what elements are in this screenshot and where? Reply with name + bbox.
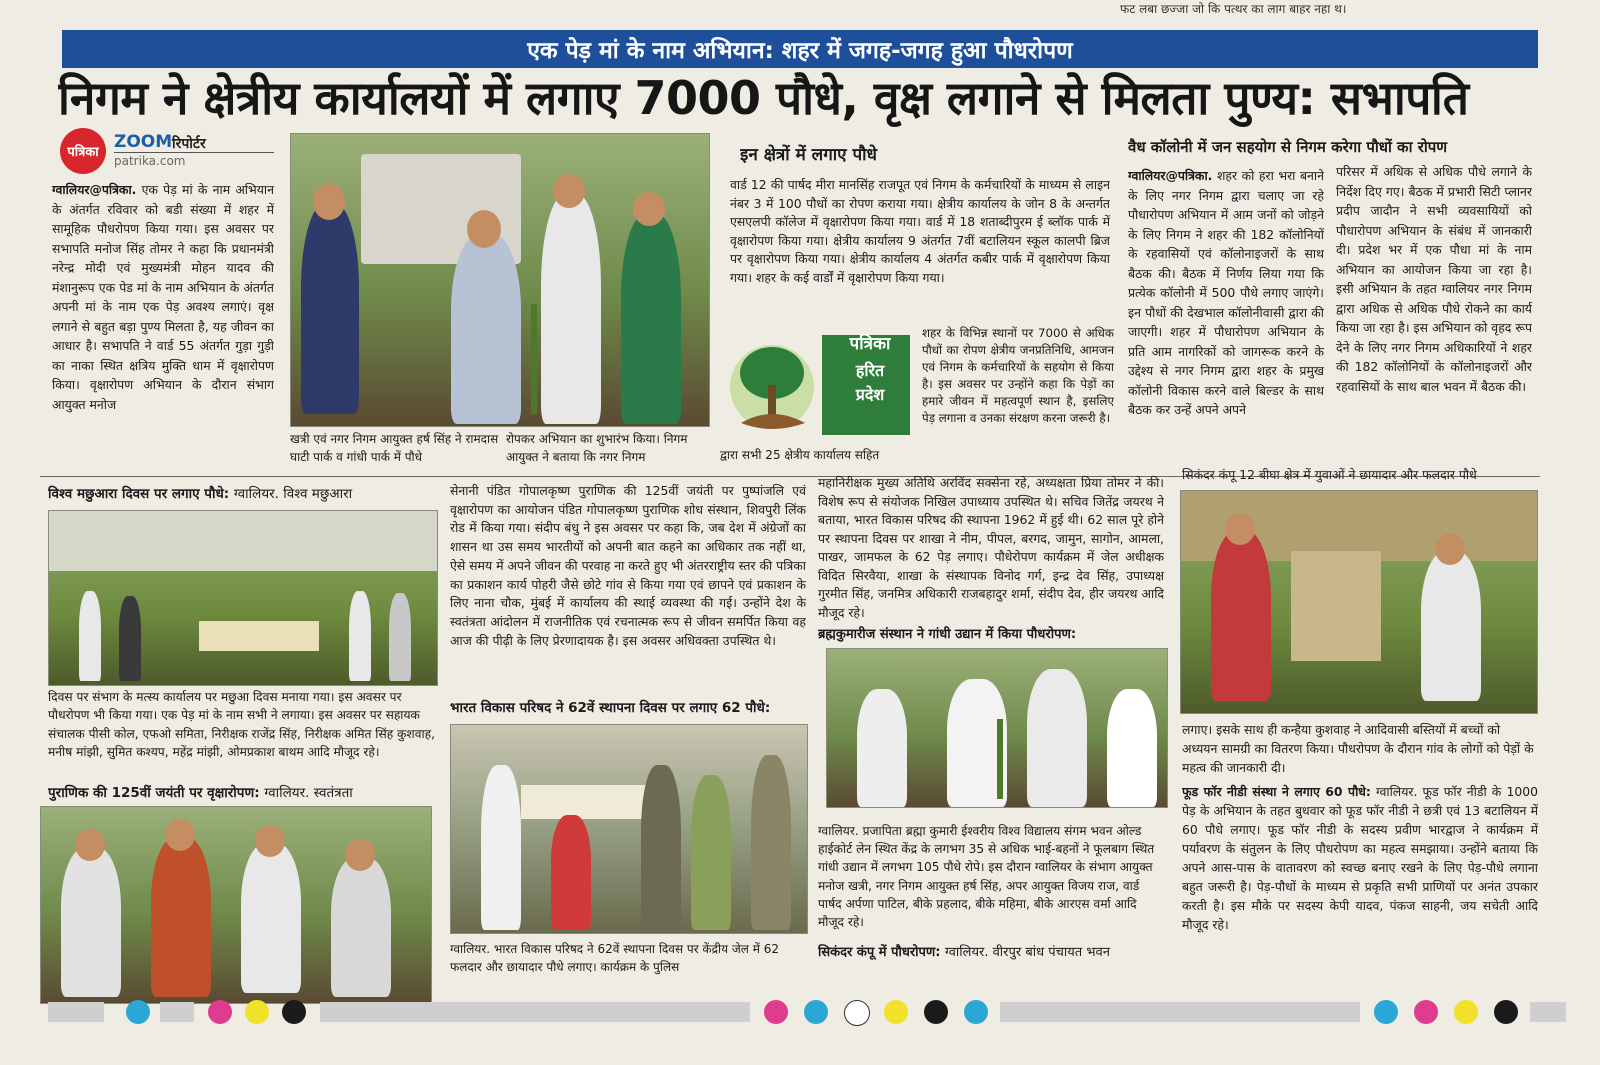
colony-dateline: ग्वालियर@पत्रिका. (1128, 168, 1213, 183)
fish-photo (48, 510, 438, 686)
site-label: patrika.com (114, 154, 186, 168)
logo-line1: पत्रिका (849, 334, 891, 354)
sikandar-top-text: सिकंदर कंपू 12 बीघा क्षेत्र में युवाओं ने छायादार और फलदार पौधे (1182, 467, 1477, 482)
reporter-label: रिपोर्टर (172, 136, 206, 152)
sikandar-caption: लगाए। इसके साथ ही कन्हैया कुशवाह ने आदिवासी बस्तियों में बच्चों को अध्ययन सामग्री का वितरण किया। पौधरोपण के दौरान गांव के लोगों को पेड़ों के महत्व की जानकारी दी। (1182, 722, 1534, 775)
print-registration-marks (40, 1000, 1570, 1030)
sikandar-heading-line (818, 942, 1178, 960)
brahma-photo (826, 648, 1168, 808)
areas-heading: इन क्षेत्रों में लगाए पौधे (740, 145, 878, 165)
lead-dateline: ग्वालियर@पत्रिका. (52, 182, 137, 197)
headline: निगम ने क्षेत्रीय कार्यालयों में लगाए 7000 पौधे, वृक्ष लगाने से मिलता पुण्य: सभापति (58, 71, 1469, 125)
bvp-heading: भारत विकास परिषद ने 62वें स्थापना दिवस पर लगाए 62 पौधे: (450, 700, 771, 716)
colony-text-b: परिसर में अधिक से अधिक पौधे लगाने के निर्देश दिए गए। बैठक में प्रभारी सिटी प्लानर प्रदीप जादौन ने सभी व्यवसायियों को पौधारोपण अभियान के संबंध में जानकारी दी। प्रदेश भर में एक पौधा मां के नाम अभियान का आयोजन किया जा रहा है। इसी अभियान के तहत ग्वालियर नगर निगम द्वारा अधिक से अधिक पौधे रोकने का कार्य किया जा रहा है। इस अभियान को वृहद रूप देने के लिए नगर निगम अधिकारियों ने शहर की 182 कॉलोनियों के कॉलोनाइजरों और रहवासियों के साथ बाल भवन में बैठक की। (1336, 164, 1532, 394)
zoom-label: ZOOM (114, 132, 173, 152)
sikandar-heading-rest: ग्वालियर. वीरपुर बांध पंचायत भवन (945, 945, 1110, 960)
sikandar-photo (1180, 490, 1538, 714)
brand-rule (114, 152, 274, 153)
banner-text: एक पेड़ मां के नाम अभियान: शहर में जगह-जगह हुआ पौधरोपण (527, 38, 1073, 64)
lead-text: एक पेड़ मां के नाम अभियान के अंतर्गत रविवार को बडी संख्या में शहर में सामूहिक पौधरोपण किया गया। इस अवसर पर सभापति मनोज सिंह तोमर ने कहा कि प्रधानमंत्री नरेन्द्र मोदी एवं मुख्यमंत्री मोहन यादव की मंशानुरूप एक पेड मां के नाम अभियान के अंतर्गत अपनी मां के नाम एक पेड़ अवश्य लगाएं। वृक्ष लगाने से बहुत बड़ा पुण्य मिलता है, यह जीवन का आधार है। सभापति ने वार्ड 55 अंतर्गत गुड़ा गुड़ी का नाका स्थित क्षत्रिय मुक्ति धाम में वृक्षारोपण किया। वृक्षारोपण अभियान के दौरान संभाग आयुक्त मनोज (52, 182, 274, 412)
mid-article-text: शहर के विभिन्न स्थानों पर 7000 से अधिक पौधों का रोपण क्षेत्रीय जनप्रतिनिधि, आमजन एवं निगम के कर्मचारियों के सहयोग से किया है। इस अवसर पर उन्होंने कहा कि पेड़ों का हमारे जीवन में महत्वपूर्ण स्थान है, इसलिए पेड़ लगाना व उनका संरक्षण करना जरूरी है। (922, 326, 1114, 425)
crosshair-icon (844, 1000, 870, 1026)
colony-text-a (1128, 166, 1324, 462)
top-strip-text: फट लबा छज्जा जो कि पत्थर का लाग बाहर नहा थ। (1120, 2, 1347, 14)
areas-text: वार्ड 12 की पार्षद मीरा मानसिंह राजपूत एवं निगम के कर्मचारियों के माध्यम से लाइन नंबर 3 में 100 पौधों का रोपण कराया गया। क्षेत्रीय कार्यालय के जोन 8 के अन्तर्गत एसएलपी कॉलेज में वृक्षारोपण किया गया। वार्ड में 18 शताब्दीपुरम ई ब्लॉक पार्क में वृक्षारोपण किया गया। क्षेत्रीय कार्यालय 9 अंतर्गत 7वीं बटालियन स्कूल कालपी ब्रिज पर वृक्षारोपण किया गया। क्षेत्रीय कार्यालय 4 अंतर्गत कबीर पार्क में वृक्षारोपण किया गया। शहर के कई वार्डों में वृक्षारोपण किया गया। (730, 177, 1110, 285)
fish-heading: विश्व मछुआरा दिवस पर लगाए पौधे: (48, 486, 230, 502)
fish-heading-rest: ग्वालियर. विश्व मछुआरा (233, 486, 353, 502)
lead-photo-caption-b: रोपकर अभियान का शुभारंभ किया। निगम आयुक्त ने बताया कि नगर निगम (506, 432, 688, 464)
colony-heading: वैध कॉलोनी में जन सहयोग से निगम करेगा पौधों का रोपण (1128, 138, 1448, 156)
lead-article (52, 180, 274, 472)
purani-heading-line (48, 783, 440, 801)
purani-heading-rest: ग्वालियर. स्वतंत्रता (264, 785, 353, 801)
lead-photo (290, 133, 710, 427)
harit-pradesh-logo (727, 325, 917, 450)
sikandar-heading: सिकंदर कंपू में पौधरोपण: (818, 945, 941, 960)
patrika-logo: पत्रिका (60, 128, 106, 174)
brahma-heading: ब्रह्मकुमारीज संस्थान ने गांधी उद्यान में किया पौधरोपण: (818, 627, 1077, 642)
logo-line2: हरित (855, 361, 885, 380)
mid-article-continued: द्वारा सभी 25 क्षेत्रीय कार्यालय सहित (720, 448, 880, 462)
bvp-text: महानिरीक्षक मुख्य अतिथि अरविंद सक्सेना रहे, अध्यक्षता प्रिया तोमर ने की। विशेष रूप से संयोजक निखिल उपाध्याय उपस्थित थे। सचिव जितेंद्र जयरथ ने बताया, भारत विकास परिषद की स्थापना 1962 में हुई थी। 62 साल पूरे होने पर स्थापना दिवस पर शाखा ने नीम, पीपल, बरगद, जामुन, सागोन, आमला, पाखर, जामफल के 62 पेड़ लगाए। पौधेरोपण कार्यक्रम में जेल अधीक्षक विदित सिरवैया, शाखा के संस्थापक विनोद गर्ग, इन्द्र देव सिंह, उपाध्यक्ष गुरमीत सिंह, जनमित्र अधिकारी राजबहादुर शर्मा, संदीप देव, हीर जयरथ आदि मौजूद रहे। (818, 475, 1164, 620)
bvp-photo (450, 724, 808, 934)
section-banner (62, 30, 1538, 68)
food-article (1182, 782, 1538, 964)
food-text: ग्वालियर. फूड फॉर नीडी के 1000 पेड़ के अभियान के तहत बुधवार को फूड फॉर नीडी ने छत्री एवं 13 बटालियन में 60 पौधे लगाए। फूड फॉर नीडी के सदस्य प्रवीण भारद्वाज ने कार्यक्रम में पर्यावरण के संतुलन के लिए पौधरोपण का महत्व समझाया। उन्होंने बताया कि अपने आस-पास के वातावरण को स्वच्छ बनाए रखने के लिए पेड़-पौधे लगाना बहुत जरूरी है। पेड़-पौधों के माध्यम से प्रकृति सभी प्राणियों पर अनंत उपकार करती है। इस मौके पर सदस्य केपी यादव, पंकज साहनी, जय सचेती आदि मौजूद रहे। (1182, 784, 1538, 932)
purani-photo (40, 806, 432, 1004)
colony-text-a-body: शहर को हरा भरा बनाने के लिए नगर निगम द्वारा चलाए जा रहे पौधारोपण अभियान में आम जनों को जोड़ने के लिए निगम ने शहर की 182 कॉलोनियों के रहवासियों एवं कॉलोनाइजरों के साथ बैठक की। बैठक में निर्णय लिया गया कि प्रत्येक कॉलोनी में 500 पौधे लगाए जाएंगे। इन पौधों की देखभाल कॉलोनीवासी द्वारा की जाएगी। शहर में पौधारोपण अभियान के प्रति आम नागरिकों को जागरूक करने के उद्देश्य से नगर निगम द्वारा शहर के प्रमुख कॉलोनी विकास करने वाले बिल्डर के साथ बैठक कर उन्हें अपने अपने (1128, 168, 1324, 417)
lead-photo-caption-a: खत्री एवं नगर निगम आयुक्त हर्ष सिंह ने रामदास घाटी पार्क व गांधी पार्क में पौधे (290, 432, 499, 464)
fish-caption: दिवस पर संभाग के मत्स्य कार्यालय पर मछुआ दिवस मनाया गया। इस अवसर पर पौधरोपण भी किया गया। एक पेड़ मां के नाम सभी ने लगाया। इस अवसर पर सहायक संचालक पीसी कोल, एफओ समिता, निरीक्षक राजेंद्र सिंह, निरीक्षक अमित सिंह कुशवाह, मनीष मांझी, सुमित कश्यप, महेंद्र मांझी, ओमप्रकाश बाथम आदि मौजूद रहे। (48, 690, 435, 759)
logo-line3: प्रदेश (855, 385, 885, 404)
purani-text: सेनानी पंडित गोपालकृष्ण पुराणिक की 125वीं जयंती पर पुष्पांजलि एवं वृक्षारोपण का आयोजन पंडित गोपालकृष्ण पुराणिक शोध संस्थान, शिवपुरी लिंक रोड में किया गया। संदीप बंधु ने इस अवसर पर कहा कि, जब देश में अंग्रेजों का शासन था उस समय भारतीयों को अपनी बात कहने का अधिकार तक नहीं था, ऐसे समय में अपने जीवन की परवाह ना करते हुए भी अंतरराष्ट्रीय स्तर की पत्रिका का प्रकाशन कार्य पोहरी जैसे छोटे गांव से किया गया एवं छापने एवं प्रकाशन के लिए नाना चौक, मुंबई में कार्यालय की स्थाई व्यवस्था की गई। उन्होंने देश के स्वतंत्रता आंदोलन में राजनीतिक एवं रचनात्मक रूप से जीवन समर्पित किया वह आज की पीढ़ी के लिए प्रेरणादायक है। इस अवसर अधिवक्ता उपस्थित थे। (450, 483, 806, 648)
fish-heading-line (48, 484, 440, 502)
food-heading: फूड फॉर नीडी संस्था ने लगाए 60 पौधे: (1182, 784, 1371, 799)
brahma-caption: ग्वालियर. प्रजापिता ब्रह्मा कुमारी ईश्वरीय विश्व विद्यालय संगम भवन ओल्ड हाईकोर्ट लेन स्थित केंद्र के लगभग 35 से अधिक भाई-बहनों ने फूलबाग स्थित गांधी उद्यान में लगभग 105 पौधे रोपे। इस दौरान ग्वालियर के संभाग आयुक्त मनोज खत्री, नगर निगम आयुक्त हर्ष सिंह, अपर आयुक्त विजय राज, वार्ड पार्षद अर्पणा पाटिल, बीके प्रहलाद, बीके महिमा, बीके आरएस वर्मा आदि मौजूद रहे। (818, 824, 1155, 930)
purani-heading: पुराणिक की 125वीं जयंती पर वृक्षारोपण: (48, 785, 260, 801)
bvp-caption: ग्वालियर. भारत विकास परिषद ने 62वें स्थापना दिवस पर केंद्रीय जेल में 62 फलदार और छायादार पौधे लगाए। कार्यक्रम के पुलिस (450, 942, 780, 974)
brand-block (52, 128, 282, 178)
